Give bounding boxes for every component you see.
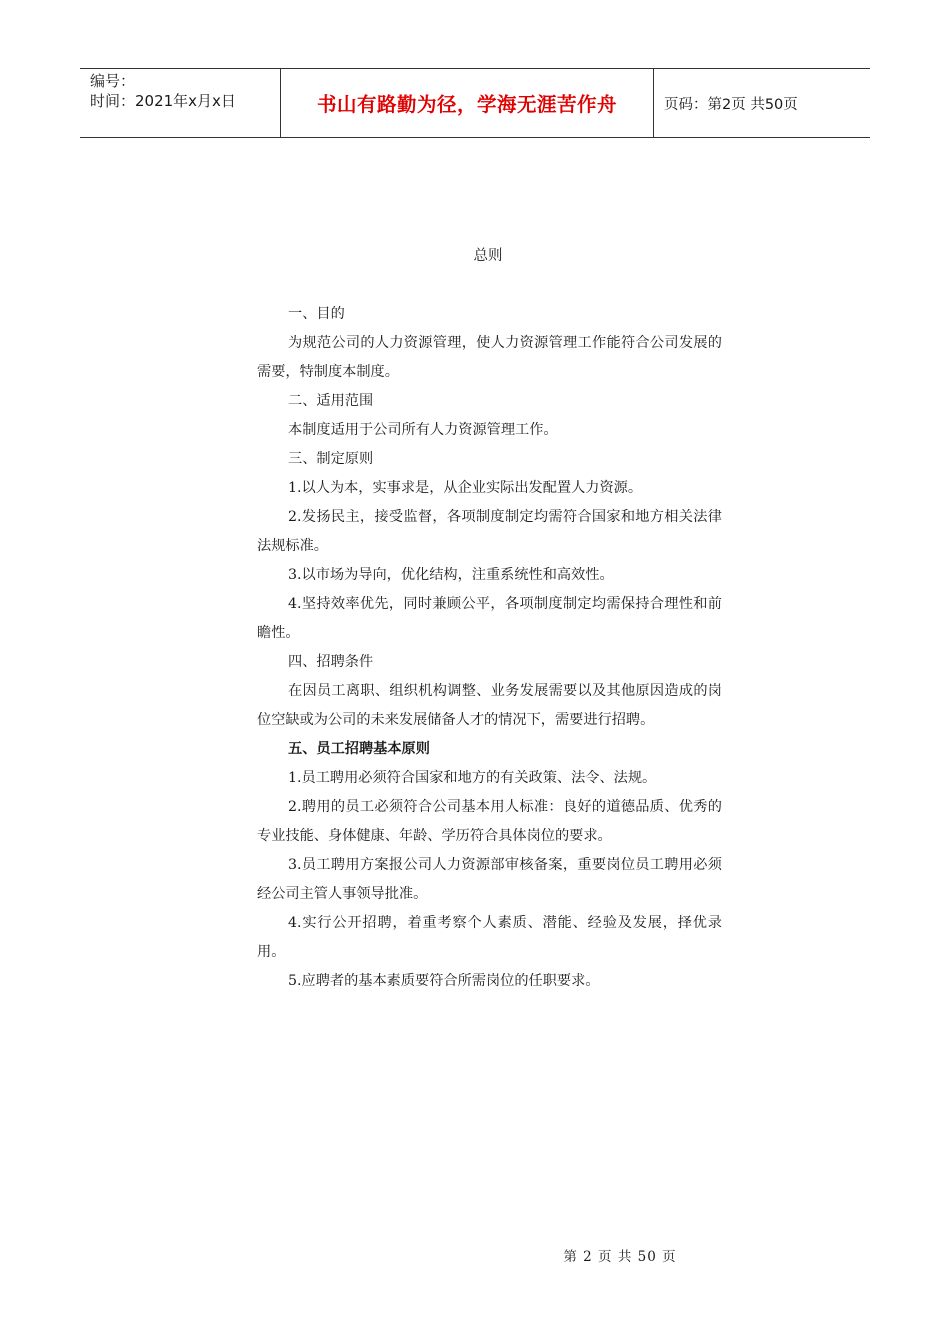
paragraph-scope: 本制度适用于公司所有人力资源管理工作。 bbox=[288, 422, 558, 438]
paragraph-purpose: 为规范公司的人力资源管理，使人力资源管理工作能符合公司发展的需要，特制度本制度。 bbox=[257, 335, 722, 380]
principle-item: 1.以人为本，实事求是，从企业实际出发配置人力资源。 bbox=[288, 480, 643, 496]
page-header bbox=[80, 68, 870, 138]
document-body bbox=[257, 300, 722, 996]
heading-purpose: 一、目的 bbox=[288, 306, 345, 322]
header-motto: 书山有路勤为径，学海无涯苦作舟 bbox=[281, 69, 654, 137]
principle-item: 3.以市场为导向，优化结构，注重系统性和高效性。 bbox=[288, 567, 614, 583]
heading-scope: 二、适用范围 bbox=[288, 393, 374, 409]
heading-principles: 三、制定原则 bbox=[288, 451, 374, 467]
paragraph-recruitment-conditions: 在因员工离职、组织机构调整、业务发展需要以及其他原因造成的岗位空缺或为公司的未来发展储备人才的情况下，需要进行招聘。 bbox=[257, 683, 722, 728]
document-date: 时间：2021年x月x日 bbox=[90, 92, 236, 110]
principle-item: 4.坚持效率优先，同时兼顾公平，各项制度制定均需保持合理性和前瞻性。 bbox=[257, 596, 722, 641]
heading-recruitment-principles: 五、员工招聘基本原则 bbox=[288, 741, 430, 757]
recruitment-principle-item: 2.聘用的员工必须符合公司基本用人标准：良好的道德品质、优秀的专业技能、身体健康、年龄、学历符合具体岗位的要求。 bbox=[257, 799, 722, 844]
document-number-label: 编号： bbox=[90, 72, 136, 90]
heading-recruitment-conditions: 四、招聘条件 bbox=[288, 654, 374, 670]
principle-item: 2.发扬民主，接受监督，各项制度制定均需符合国家和地方相关法律法规标准。 bbox=[257, 509, 722, 554]
recruitment-principle-item: 3.员工聘用方案报公司人力资源部审核备案，重要岗位员工聘用必须经公司主管人事领导批准。 bbox=[257, 857, 722, 902]
recruitment-principle-item: 1.员工聘用必须符合国家和地方的有关政策、法令、法规。 bbox=[288, 770, 657, 786]
recruitment-principle-item: 5.应聘者的基本素质要符合所需岗位的任职要求。 bbox=[288, 973, 600, 989]
recruitment-principle-item: 4.实行公开招聘，着重考察个人素质、潜能、经验及发展，择优录用。 bbox=[257, 915, 722, 960]
section-title: 总则 bbox=[473, 248, 503, 264]
header-meta bbox=[80, 69, 281, 137]
page-footer: 第 2 页 共 50 页 bbox=[563, 1249, 677, 1265]
header-page-info: 页码：第2页 共50页 bbox=[664, 96, 798, 113]
